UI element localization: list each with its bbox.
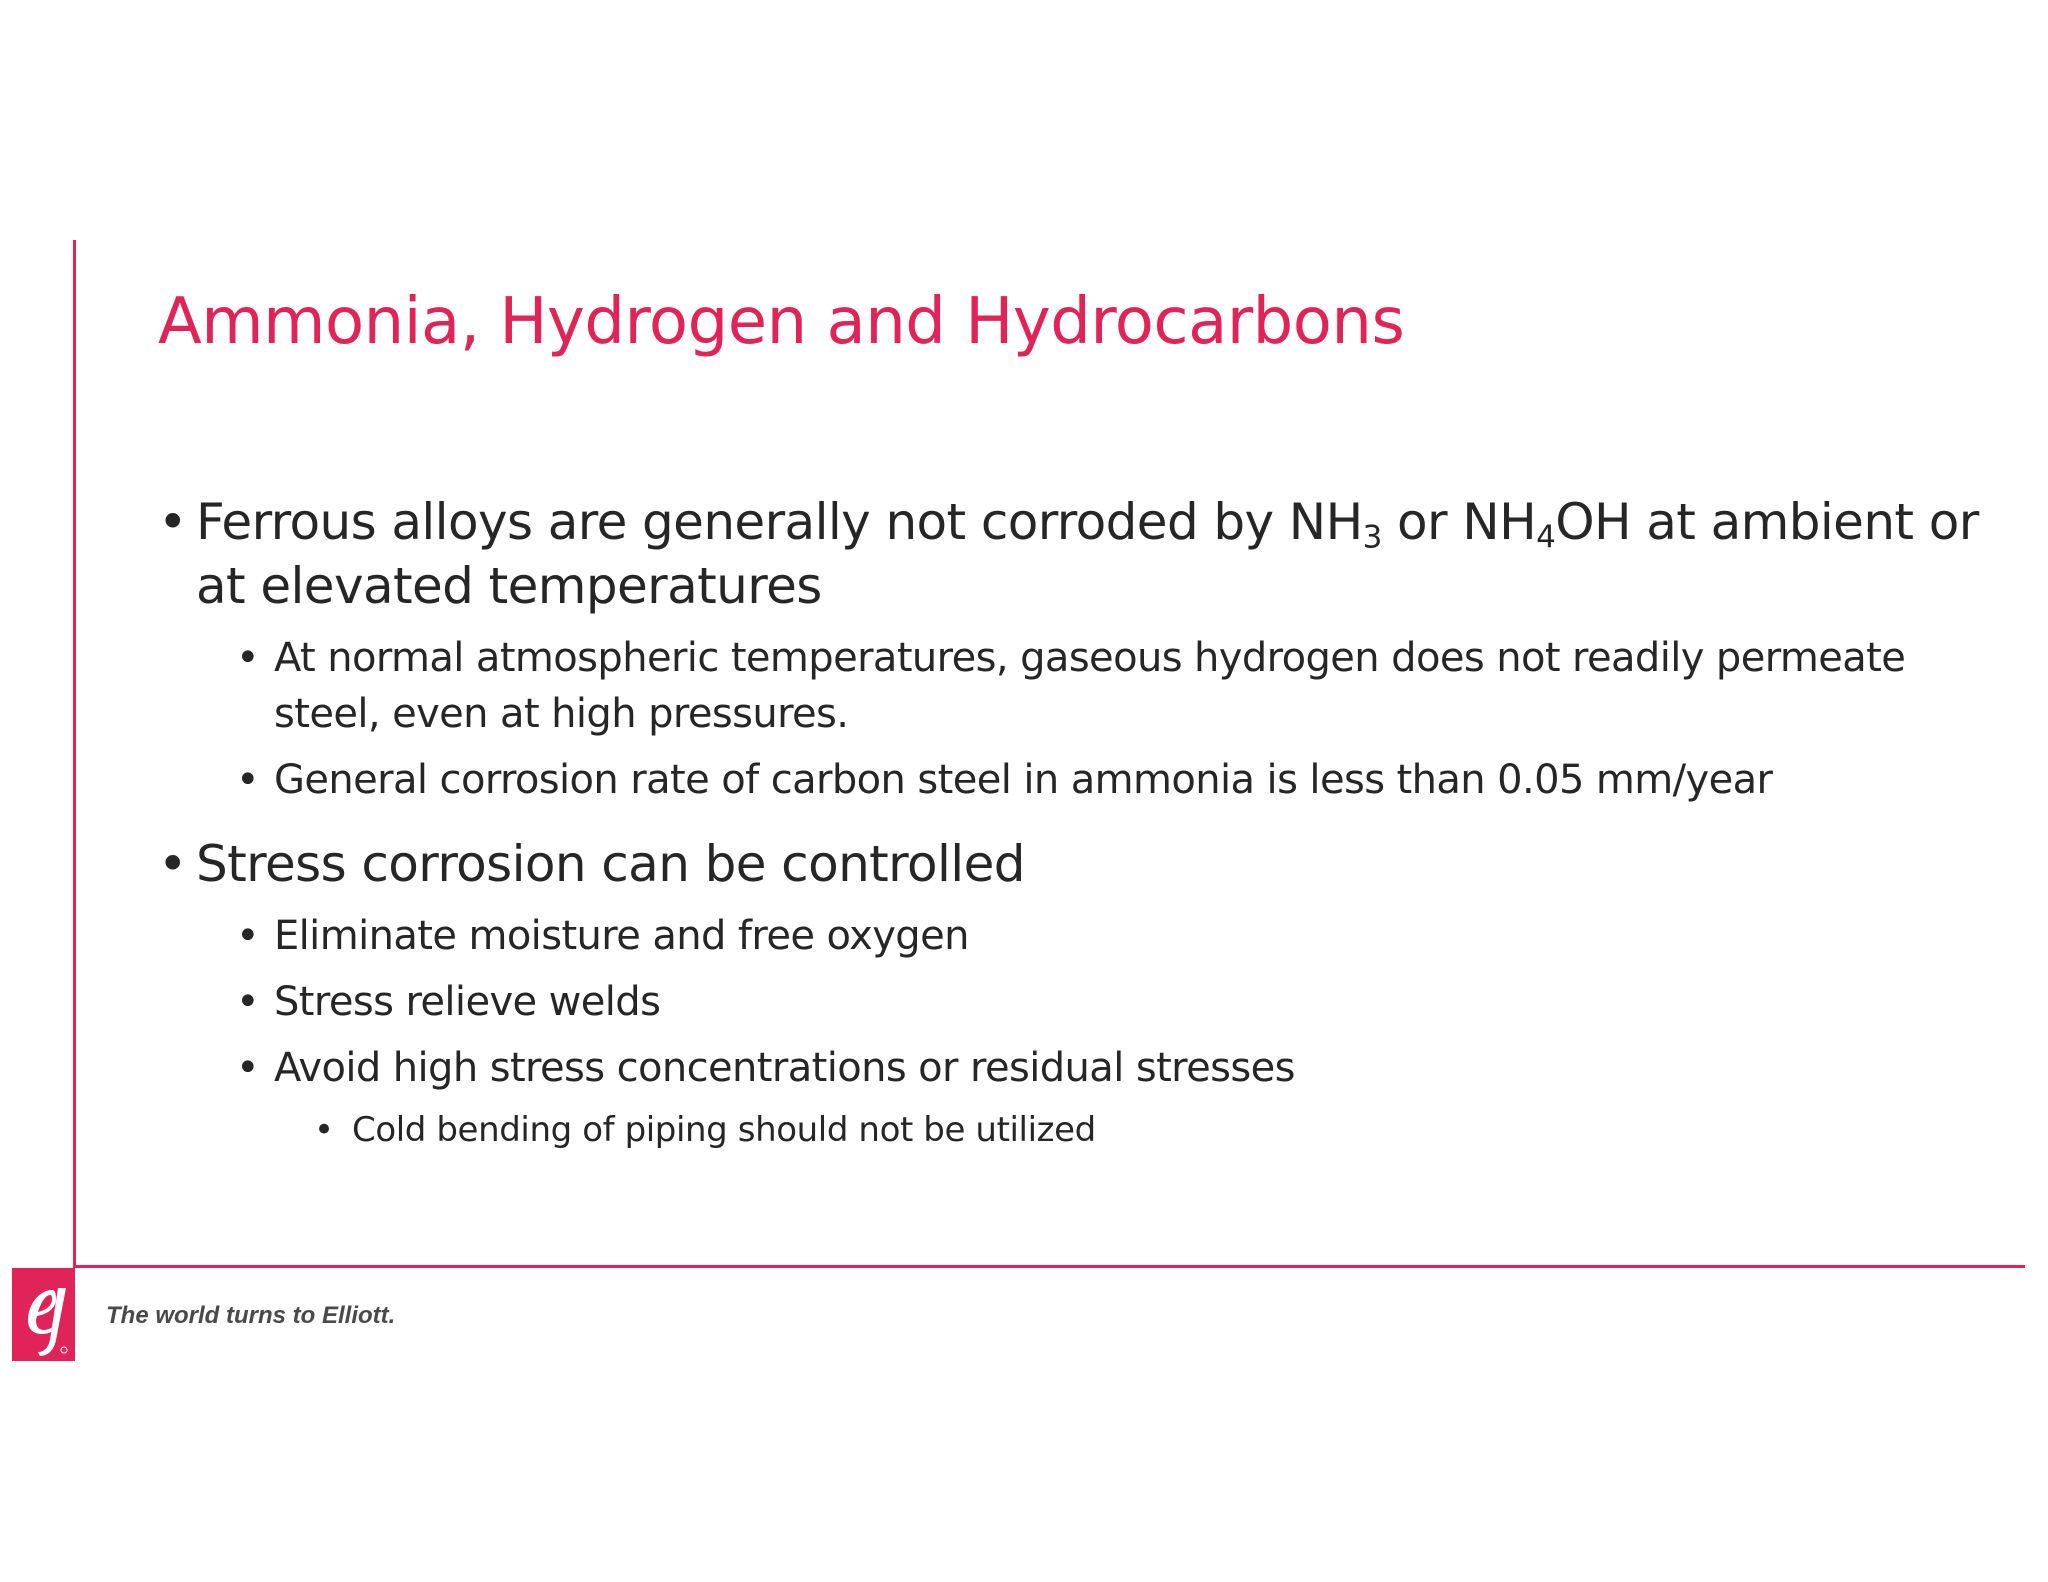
- sub-bullet-stress-relieve: • Stress relieve welds: [236, 974, 2018, 1030]
- footer-tagline: The world turns to Elliott.: [106, 1302, 396, 1329]
- sub-bullet-hydrogen-permeation: • At normal atmospheric temperatures, gaseous hydrogen does not readily permeate steel, even at high pressures.: [236, 630, 2018, 742]
- bullet-marker: •: [158, 835, 187, 893]
- sub-sub-bullet-cold-bending: • Cold bending of piping should not be utilized: [314, 1106, 2018, 1154]
- sub-bullet-avoid-stress: • Avoid high stress concentrations or residual stresses: [236, 1040, 2018, 1096]
- elliott-logo-icon: [12, 1268, 75, 1361]
- sub-bullet-corrosion-rate: • General corrosion rate of carbon steel in ammonia is less than 0.05 mm/year: [236, 752, 2018, 808]
- slide-title: Ammonia, Hydrogen and Hydrocarbons: [158, 285, 1405, 359]
- sub-bullet-eliminate-moisture: • Eliminate moisture and free oxygen: [236, 908, 2018, 964]
- bullet-ferrous-alloys: • Ferrous alloys are generally not corroded by $NH_3$ or $NH_4OH$ at ambient or at elevated temperatures: [158, 490, 2018, 618]
- bullet-marker: •: [236, 913, 259, 959]
- bullet-marker: •: [236, 757, 259, 803]
- bullet-marker: •: [314, 1110, 334, 1150]
- bullet-stress-corrosion: • Stress corrosion can be controlled: [158, 832, 2018, 896]
- footer-accent-rule: [73, 1265, 2025, 1268]
- bullet-marker: •: [236, 979, 259, 1025]
- bullet-marker: •: [236, 635, 259, 681]
- bullet-list: [158, 490, 2018, 1154]
- bullet-marker: •: [236, 1045, 259, 1091]
- vertical-accent-rule: [73, 240, 76, 1267]
- bullet-marker: •: [158, 493, 187, 551]
